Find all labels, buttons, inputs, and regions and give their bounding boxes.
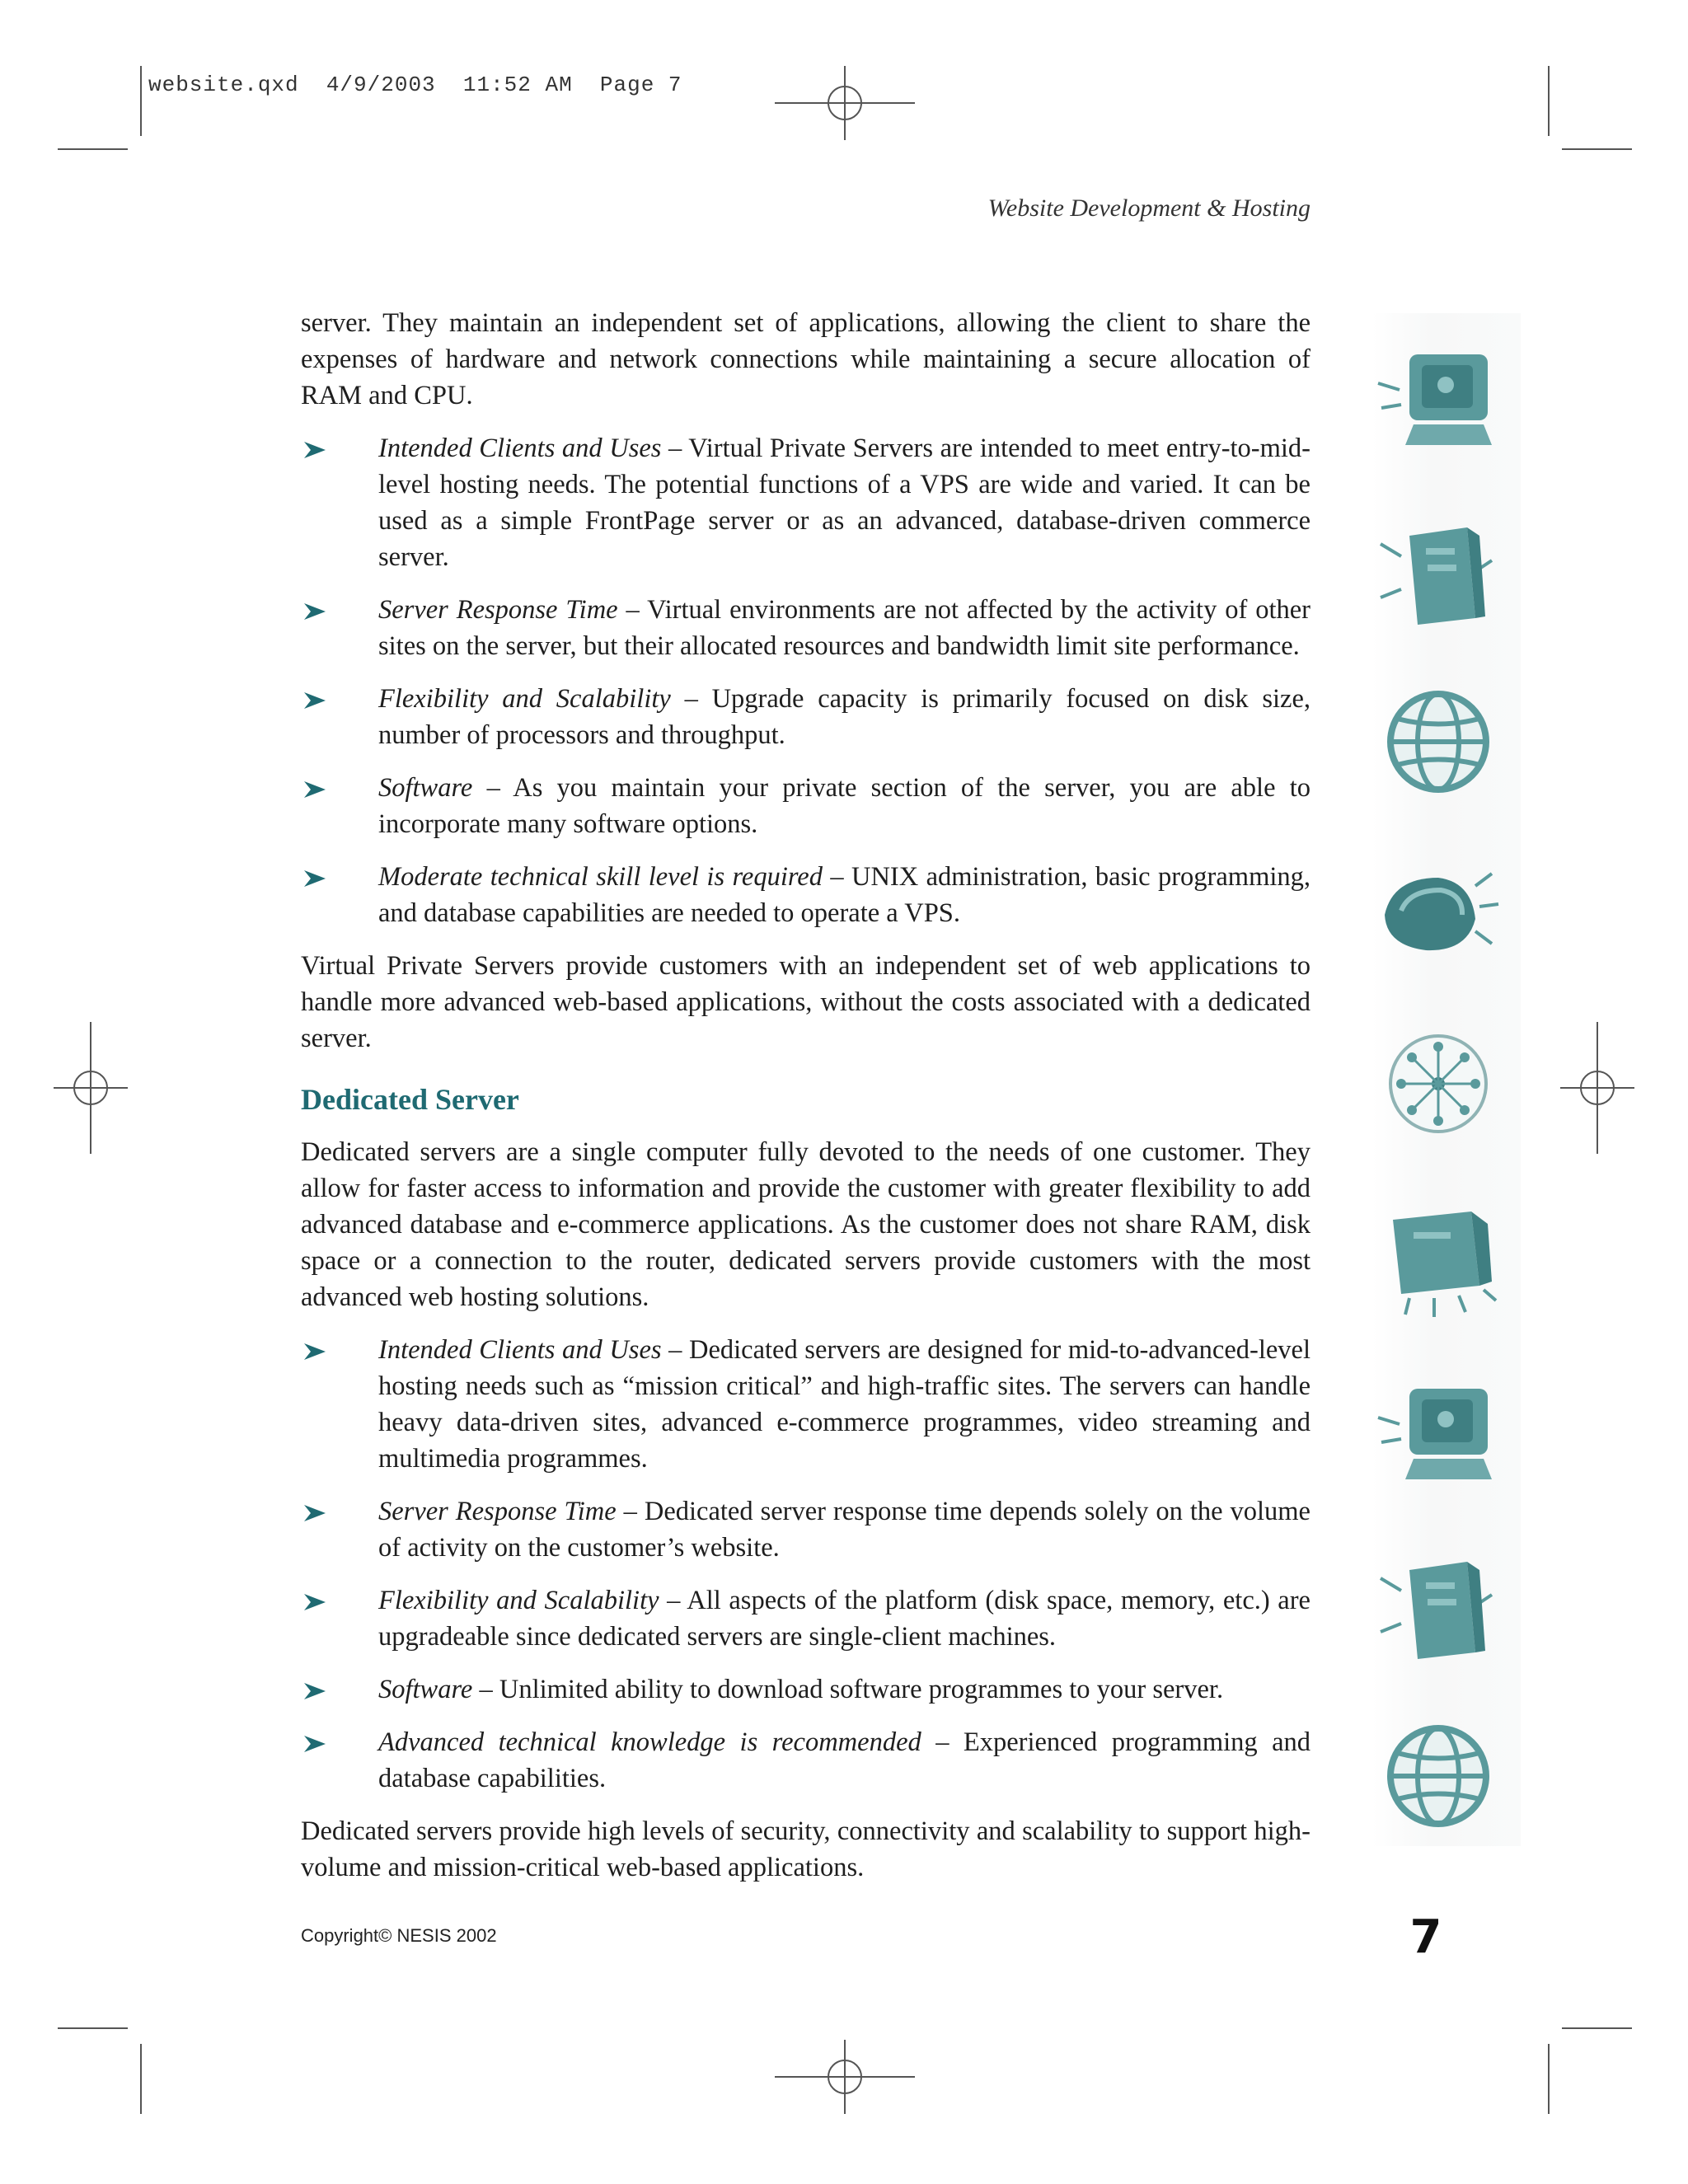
crop-mark (140, 2044, 142, 2114)
list-item (301, 770, 1311, 842)
list-item (301, 1582, 1311, 1655)
registration-mark (775, 66, 915, 140)
bullet-term: Software (378, 773, 473, 803)
arrowhead-bullet-icon (301, 1332, 334, 1368)
bullet-text: – All aspects of the platform (disk space, memory, etc.) are upgradeable since dedicated servers are single-client machines. (378, 1586, 1311, 1652)
crop-mark (58, 2027, 128, 2029)
globe-icon (1376, 684, 1500, 799)
printer-slug: website.qxd 4/9/2003 11:52 AM Page 7 (148, 73, 682, 97)
arrowhead-bullet-icon (301, 1582, 334, 1619)
list-item (301, 859, 1311, 931)
arrowhead-bullet-icon (301, 681, 334, 717)
crop-mark (1562, 2027, 1632, 2029)
arrowhead-bullet-icon (301, 1724, 334, 1760)
server-tower-icon (1376, 1203, 1500, 1319)
registration-mark (775, 2040, 915, 2114)
server-tower-icon (1376, 1554, 1500, 1669)
arrowhead-bullet-icon (301, 430, 334, 466)
running-head: Website Development & Hosting (987, 194, 1311, 222)
server-tower-icon (1376, 519, 1500, 635)
list-item (301, 681, 1311, 753)
arrowhead-bullet-icon (301, 859, 334, 895)
footer-copyright: Copyright© NESIS 2002 (301, 1925, 497, 1946)
bullet-text: – UNIX administration, basic programming, and database capabilities are needed to operate a VPS. (378, 862, 1311, 928)
dedicated-intro: Dedicated servers are a single computer fully devoted to the needs of one customer. They allow for faster access to information and provide the customer with greater flexibility to add advanced database and e-commerce applications. As the customer does not share RAM, disk space or a connection to the router, dedicated servers provide customers with the most advanced web hosting solutions. (301, 1137, 1311, 1312)
bullet-term: Moderate technical skill level is required (378, 862, 823, 892)
bullet-text: – Experienced programming and database capabilities. (378, 1727, 1311, 1793)
registration-mark (1560, 1022, 1634, 1154)
bullet-term: Intended Clients and Uses (378, 1335, 662, 1365)
bullet-text: – Upgrade capacity is primarily focused on disk size, number of processors and throughput. (378, 684, 1311, 750)
bullet-text: – Virtual Private Servers are intended to meet entry-to-mid-level hosting needs. The potential functions of a VPS are wide and varied. It can be used as a simple FrontPage server or as an advanced, database-driven commerce server. (378, 434, 1311, 572)
crop-mark (1562, 148, 1632, 150)
bullet-term: Intended Clients and Uses (378, 434, 662, 463)
page-body (301, 305, 1311, 1902)
intro-paragraph: server. They maintain an independent set of applications, allowing the client to share the expenses of hardware and network connections while maintaining a secure allocation of RAM and CPU. (301, 308, 1311, 410)
list-item (301, 1724, 1311, 1797)
arrowhead-bullet-icon (301, 1671, 334, 1708)
section-heading: Dedicated Server (301, 1083, 519, 1116)
crop-mark (1548, 66, 1550, 136)
crop-mark (140, 66, 142, 136)
bullet-term: Flexibility and Scalability (378, 1586, 659, 1615)
bullet-text: – Dedicated server response time depends solely on the volume of activity on the customer’s website. (378, 1497, 1311, 1563)
arrowhead-bullet-icon (301, 770, 334, 806)
list-item (301, 430, 1311, 575)
bullet-term: Server Response Time (378, 1497, 617, 1526)
bullet-text: – Virtual environments are not affected by the activity of other sites on the server, but their allocated resources and bandwidth limit site performance. (378, 595, 1311, 661)
crop-mark (58, 148, 128, 150)
network-icon (1376, 1026, 1500, 1141)
bullet-term: Server Response Time (378, 595, 618, 625)
computer-icon (1376, 1376, 1500, 1492)
bullet-text: – As you maintain your private section of the server, you are able to incorporate many software options. (378, 773, 1311, 839)
bullet-text: – Dedicated servers are designed for mid-to-advanced-level hosting needs such as “mission critical” and high-traffic sites. The servers can handle heavy data-driven sites, advanced e-commerce programmes, video streaming and multimedia programmes. (378, 1335, 1311, 1474)
list-item (301, 1671, 1311, 1708)
vps-summary: Virtual Private Servers provide customers with an independent set of web applications to handle more advanced web-based applications, without the costs associated with a dedicated server. (301, 951, 1311, 1053)
list-item (301, 592, 1311, 664)
page-number: 7 (1409, 1910, 1442, 1964)
bullet-term: Advanced technical knowledge is recommended (378, 1727, 921, 1757)
crop-mark (1548, 2044, 1550, 2114)
arrowhead-bullet-icon (301, 1493, 334, 1530)
list-item (301, 1332, 1311, 1477)
bullet-term: Software (378, 1675, 473, 1704)
arrowhead-bullet-icon (301, 592, 334, 628)
computer-icon (1376, 342, 1500, 457)
bullet-text: – Unlimited ability to download software programmes to your server. (472, 1675, 1224, 1704)
list-item (301, 1493, 1311, 1566)
bullet-term: Flexibility and Scalability (378, 684, 671, 714)
dedicated-summary: Dedicated servers provide high levels of security, connectivity and scalability to support high-volume and mission-critical web-based applications. (301, 1816, 1311, 1882)
globe-icon (1376, 1718, 1500, 1834)
registration-mark (54, 1022, 128, 1154)
mouse-icon (1376, 853, 1500, 968)
